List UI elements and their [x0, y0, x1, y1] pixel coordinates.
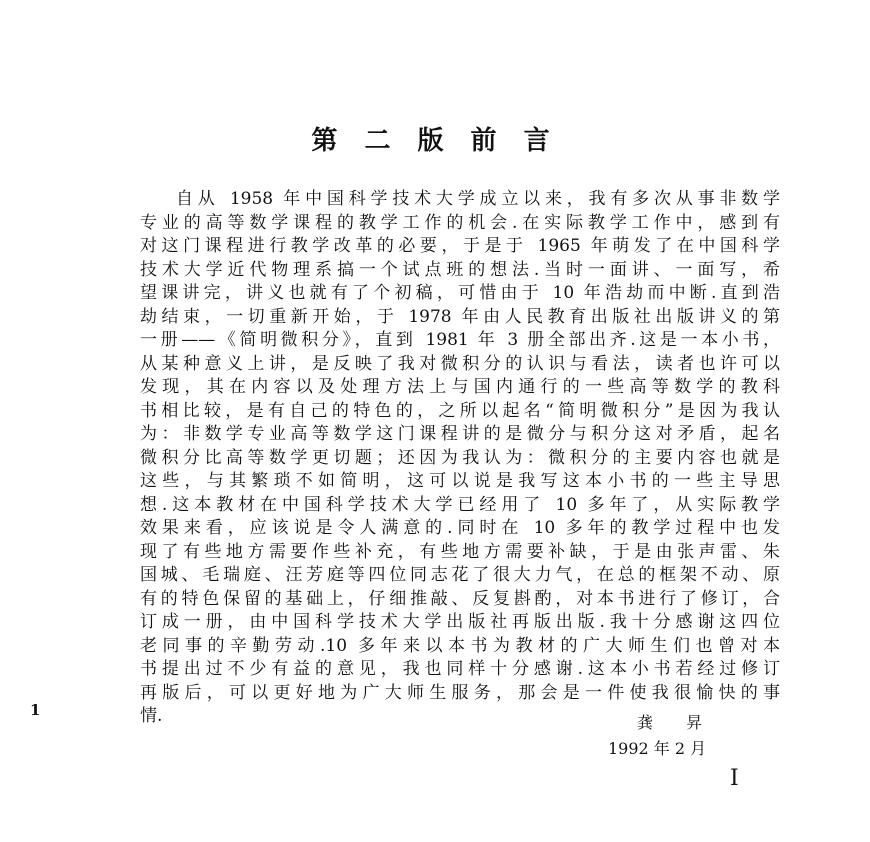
body-line: 再版后，可以更好地为广大师生服务，那会是一件使我很愉快的事: [140, 682, 780, 703]
preface-body: [140, 188, 780, 729]
body-line: 望课讲完，讲义也就有了个初稿，可惜由于 10 年浩劫而中断.直到浩: [140, 283, 780, 303]
body-line: 想.这本教材在中国科学技术大学已经用了 10 多年了，从实际教学: [140, 494, 780, 515]
body-line: 现了有些地方需要作些补充，有些地方需要补缺，于是由张声雷、朱: [140, 541, 780, 562]
body-line: 专业的高等数学课程的教学工作的机会.在实际教学工作中，感到有: [140, 212, 780, 233]
body-line: 自从 1958 年中国科学技术大学成立以来，我有多次从事非数学: [176, 189, 780, 209]
preface-date: 1992 年 2 月: [608, 739, 707, 758]
body-line: 技术大学近代物理系搞一个试点班的想法.当时一面讲、一面写，希: [140, 259, 780, 280]
body-line: 书提出过不少有益的意见，我也同样十分感谢.这本小书若经过修订: [140, 659, 780, 679]
body-line: 老同事的辛勤劳动.10 多年来以本书为教材的广大师生们也曾对本: [140, 635, 780, 656]
body-line: 发现，其在内容以及处理方法上与国内通行的一些高等数学的教科: [140, 377, 780, 397]
body-line: 国城、毛瑞庭、汪芳庭等四位同志花了很大力气，在总的框架不动、原: [140, 565, 780, 585]
body-line: 对这门课程进行教学改革的必要，于是于 1965 年萌发了在中国科学: [140, 236, 780, 256]
body-line: 情.: [140, 706, 163, 726]
body-line: 劫结束，一切重新开始，于 1978 年由人民教育出版社出版讲义的第: [140, 306, 780, 327]
body-line: 订成一册，由中国科学技术大学出版社再版出版.我十分感谢这四位: [140, 612, 780, 632]
page-number-roman: I: [730, 766, 739, 791]
body-line: 一册——《简明微积分》，直到 1981 年 3 册全部出齐.这是一本小书，: [140, 330, 780, 350]
body-line: 从某种意义上讲，是反映了我对微积分的认识与看法，读者也许可以: [140, 353, 780, 374]
author-signature: 龚 昇: [637, 713, 717, 732]
body-line: 为：非数学专业高等数学这门课程讲的是微分与积分这对矛盾，起名: [140, 424, 780, 444]
body-line: 微积分比高等数学更切题；还因为我认为：微积分的主要内容也就是: [140, 447, 780, 468]
side-page-number: 1: [30, 701, 41, 719]
body-line: 有的特色保留的基础上，仔细推敲、反复斟酌，对本书进行了修订，合: [140, 588, 780, 609]
body-line: 这些，与其繁琐不如简明，这可以说是我写这本小书的一些主导思: [140, 471, 780, 491]
body-line: 效果来看，应该说是令人满意的.同时在 10 多年的教学过程中也发: [140, 518, 780, 538]
page-title: 第 二 版 前 言: [311, 126, 559, 156]
body-line: 书相比较，是有自己的特色的，之所以起名“简明微积分”是因为我认: [140, 400, 780, 421]
